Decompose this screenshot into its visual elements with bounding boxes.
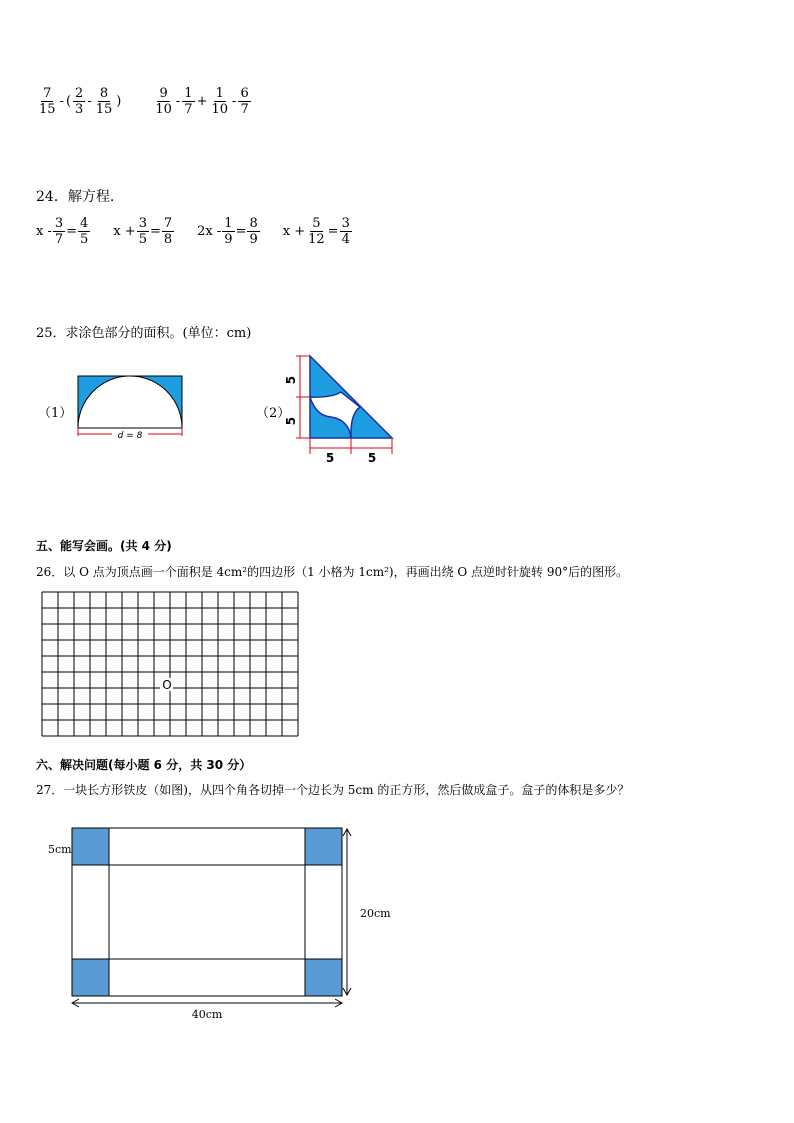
numerator: 8 bbox=[99, 86, 109, 101]
dim-label: 5 bbox=[367, 451, 377, 465]
operator: - bbox=[232, 94, 237, 109]
paren: ) bbox=[116, 94, 122, 109]
equation-prefix: x + bbox=[113, 224, 136, 239]
numerator: 1 bbox=[224, 216, 233, 231]
corner-size-label: 5cm bbox=[48, 843, 72, 856]
equals-sign: = bbox=[149, 224, 161, 239]
denominator: 15 bbox=[95, 102, 113, 117]
operator: - bbox=[175, 94, 181, 109]
section-6-title: 六、解决问题(每小题 6 分，共 30 分） bbox=[36, 758, 252, 772]
figure-1-label: （1） bbox=[38, 406, 73, 421]
fraction bbox=[238, 86, 250, 117]
fraction bbox=[222, 216, 234, 247]
operator: + bbox=[196, 94, 208, 109]
equation bbox=[113, 216, 175, 247]
corner-square bbox=[305, 959, 342, 996]
numerator: 1 bbox=[215, 86, 224, 101]
numerator: 1 bbox=[184, 86, 193, 101]
equation bbox=[36, 216, 91, 247]
diameter-label: d = 8 bbox=[117, 431, 143, 441]
fraction bbox=[162, 216, 174, 247]
fraction bbox=[53, 216, 65, 247]
fraction bbox=[153, 86, 174, 117]
sheet-diagram bbox=[40, 820, 400, 1026]
equation-prefix: x - bbox=[36, 224, 52, 239]
q24-equations bbox=[36, 216, 353, 247]
denominator: 12 bbox=[308, 232, 325, 247]
paren: ( bbox=[65, 94, 72, 109]
corner-square bbox=[72, 959, 109, 996]
sheet-rectangle bbox=[72, 828, 342, 996]
origin-label: O bbox=[162, 678, 172, 692]
numerator: 7 bbox=[43, 86, 52, 101]
operator: - bbox=[59, 94, 64, 109]
denominator: 3 bbox=[75, 102, 84, 117]
denominator: 7 bbox=[54, 232, 64, 247]
numerator: 3 bbox=[54, 216, 64, 231]
numerator: 3 bbox=[341, 216, 350, 231]
equals-sign: = bbox=[235, 224, 247, 239]
section-5-title: 五、能写会画。(共 4 分) bbox=[36, 539, 172, 553]
q26-text: 26．以 O 点为顶点画一个面积是 4cm²的四边形（1 小格为 1cm²)，再画出绕 O 点逆时针旋转 90°后的图形。 bbox=[36, 565, 629, 579]
width-label: 40cm bbox=[191, 1008, 223, 1021]
fraction bbox=[306, 216, 327, 247]
denominator: 7 bbox=[240, 102, 249, 117]
dim-label: 5 bbox=[284, 416, 298, 426]
figure-2-label: （2） bbox=[256, 406, 291, 421]
denominator: 9 bbox=[249, 232, 258, 247]
fraction bbox=[340, 216, 352, 247]
fraction bbox=[182, 86, 194, 117]
q27-text: 27．一块长方形铁皮（如图)，从四个角各切掉一个边长为 5cm 的正方形，然后做成盒子。盒子的体积是多少？ bbox=[36, 783, 630, 797]
height-label: 20cm bbox=[360, 907, 391, 920]
fraction bbox=[247, 216, 259, 247]
equation bbox=[283, 216, 353, 247]
figure-2-triangle bbox=[286, 350, 402, 466]
corner-square bbox=[305, 828, 342, 865]
denominator: 10 bbox=[211, 102, 229, 117]
fraction bbox=[137, 216, 149, 247]
equals-sign: = bbox=[327, 224, 339, 239]
numerator: 7 bbox=[163, 216, 173, 231]
denominator: 15 bbox=[39, 102, 56, 117]
numerator: 8 bbox=[249, 216, 258, 231]
fraction bbox=[78, 216, 90, 247]
denominator: 4 bbox=[341, 232, 350, 247]
q24-title: 24．解方程. bbox=[36, 189, 115, 205]
figure-1-semicircle bbox=[74, 372, 186, 444]
operator: - bbox=[87, 94, 92, 109]
numerator: 5 bbox=[312, 216, 321, 231]
expression-row bbox=[36, 86, 252, 117]
denominator: 7 bbox=[184, 102, 193, 117]
numerator: 3 bbox=[138, 216, 147, 231]
equation bbox=[197, 216, 261, 247]
fraction bbox=[94, 86, 115, 117]
fraction bbox=[73, 86, 85, 117]
equation-prefix: x + bbox=[282, 224, 306, 239]
fraction bbox=[209, 86, 230, 117]
dim-label: 5 bbox=[284, 375, 298, 385]
denominator: 10 bbox=[155, 102, 172, 117]
denominator: 9 bbox=[224, 232, 233, 247]
fraction bbox=[37, 86, 58, 117]
numerator: 9 bbox=[159, 86, 168, 101]
numerator: 4 bbox=[80, 216, 89, 231]
numerator: 2 bbox=[75, 86, 84, 101]
denominator: 8 bbox=[163, 232, 173, 247]
equals-sign: = bbox=[66, 224, 78, 239]
square-grid[interactable] bbox=[40, 590, 300, 746]
dim-label: 5 bbox=[325, 451, 335, 465]
equation-prefix: 2x - bbox=[197, 224, 222, 239]
denominator: 5 bbox=[80, 232, 89, 247]
denominator: 5 bbox=[138, 232, 147, 247]
numerator: 6 bbox=[240, 86, 249, 101]
corner-square bbox=[72, 828, 109, 865]
q25-title: 25．求涂色部分的面积。(单位：cm) bbox=[36, 326, 252, 341]
